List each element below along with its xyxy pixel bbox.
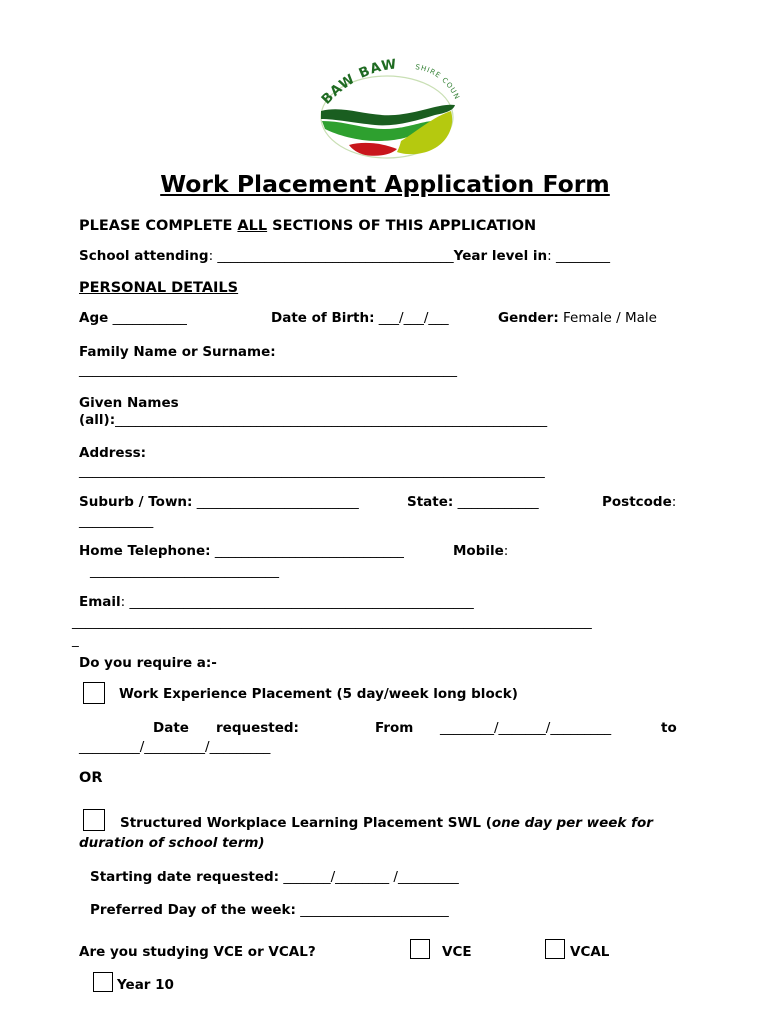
swl-emphasis-2: duration of school term) bbox=[79, 835, 265, 851]
instruction-post: SECTIONS OF THIS APPLICATION bbox=[267, 218, 537, 234]
school-field[interactable]: ___________________________________ bbox=[213, 248, 454, 264]
require-question: Do you require a:- bbox=[79, 655, 217, 671]
address-label: Address: bbox=[79, 445, 147, 461]
given-names-label: Given Names bbox=[79, 395, 179, 411]
instruction-emphasis: ALL bbox=[237, 218, 268, 234]
mobile-field[interactable]: ____________________________ bbox=[90, 563, 279, 579]
postcode-row bbox=[602, 494, 676, 510]
from-date-field[interactable]: ________/_______/_________ bbox=[440, 720, 612, 736]
age-label: Age bbox=[79, 310, 109, 326]
school-row bbox=[79, 248, 610, 264]
pref-day-row bbox=[90, 902, 449, 918]
mobile-row bbox=[453, 543, 508, 559]
year10-checkbox[interactable] bbox=[93, 972, 113, 992]
email-field-continued[interactable]: _____________________________________________________________________________ bbox=[72, 614, 592, 630]
to-label: to bbox=[661, 720, 677, 736]
suburb-row bbox=[79, 494, 359, 510]
swl-checkbox[interactable] bbox=[83, 809, 105, 831]
address-field[interactable]: _____________________________________________________________________ bbox=[79, 463, 545, 479]
work-experience-label: Work Experience Placement (5 day/week long block) bbox=[119, 686, 518, 702]
family-name-label: Family Name or Surname: bbox=[79, 344, 276, 360]
vce-checkbox[interactable] bbox=[410, 939, 430, 959]
logo-arc-sub: SHIRE COUN bbox=[414, 63, 462, 102]
gender-options[interactable]: Female / Male bbox=[558, 310, 657, 326]
email-colon: : bbox=[120, 594, 126, 610]
given-names-row bbox=[79, 412, 547, 428]
given-names-label-2: (all): bbox=[79, 412, 116, 428]
vcal-label: VCAL bbox=[570, 944, 610, 960]
from-label: From bbox=[375, 720, 414, 736]
email-field-tail: _ bbox=[72, 632, 79, 648]
logo-arc-main: BAW BAW bbox=[318, 56, 399, 108]
state-field[interactable]: ____________ bbox=[453, 494, 539, 510]
suburb-label: Suburb / Town: bbox=[79, 494, 193, 510]
pref-day-field[interactable]: ______________________ bbox=[295, 902, 449, 918]
school-label: School attending bbox=[79, 248, 209, 264]
age-field[interactable]: ___________ bbox=[108, 310, 187, 326]
swl-emphasis-1: one day per week for bbox=[491, 815, 653, 831]
council-logo bbox=[305, 55, 470, 165]
email-row bbox=[79, 594, 474, 610]
start-date-label: Starting date requested: bbox=[90, 869, 280, 885]
dob-label: Date of Birth: bbox=[271, 310, 375, 326]
family-name-field[interactable]: ________________________________________________________ bbox=[79, 362, 457, 378]
home-tel-label: Home Telephone: bbox=[79, 543, 211, 559]
start-date-field[interactable]: _______/________ /_________ bbox=[279, 869, 459, 885]
mobile-colon: : bbox=[503, 543, 509, 559]
date-word: Date bbox=[153, 720, 189, 736]
home-tel-row bbox=[79, 543, 404, 559]
given-names-field[interactable]: ________________________________________________________________ bbox=[115, 412, 548, 428]
to-date-field[interactable]: _________/_________/_________ bbox=[79, 739, 271, 755]
year10-label: Year 10 bbox=[117, 977, 174, 993]
svg-text:BAW BAW bbox=[318, 56, 398, 107]
year-level-field[interactable]: ________ bbox=[551, 248, 610, 264]
state-row bbox=[407, 494, 539, 510]
vcal-checkbox[interactable] bbox=[545, 939, 565, 959]
postcode-field[interactable]: ___________ bbox=[79, 513, 154, 529]
instruction-text bbox=[79, 218, 536, 234]
page-title: Work Placement Application Form bbox=[160, 170, 610, 198]
vce-question: Are you studying VCE or VCAL? bbox=[79, 944, 316, 960]
pref-day-label: Preferred Day of the week: bbox=[90, 902, 296, 918]
start-date-row bbox=[90, 869, 459, 885]
personal-details-heading: PERSONAL DETAILS bbox=[79, 280, 239, 296]
suburb-field[interactable]: ________________________ bbox=[192, 494, 359, 510]
state-label: State: bbox=[407, 494, 454, 510]
year-level-colon: : bbox=[547, 248, 552, 264]
email-label: Email bbox=[79, 594, 121, 610]
work-experience-checkbox[interactable] bbox=[83, 682, 105, 704]
swl-row bbox=[120, 815, 653, 831]
or-label: OR bbox=[79, 770, 103, 786]
home-tel-field[interactable]: ____________________________ bbox=[210, 543, 404, 559]
school-colon: : bbox=[208, 248, 214, 264]
dob-row bbox=[271, 310, 449, 326]
gender-row bbox=[498, 310, 657, 326]
postcode-colon: : bbox=[671, 494, 677, 510]
vce-label: VCE bbox=[442, 944, 472, 960]
mobile-label: Mobile bbox=[453, 543, 504, 559]
email-field[interactable]: ___________________________________________________ bbox=[125, 594, 474, 610]
postcode-label: Postcode bbox=[602, 494, 672, 510]
gender-label: Gender: bbox=[498, 310, 559, 326]
age-row bbox=[79, 310, 187, 326]
instruction-pre: PLEASE COMPLETE bbox=[79, 218, 238, 234]
dob-field[interactable]: ___/___/___ bbox=[374, 310, 449, 326]
requested-word: requested: bbox=[216, 720, 299, 736]
year-level-label: Year level in bbox=[453, 248, 548, 264]
swl-label: Structured Workplace Learning Placement SWL ( bbox=[120, 815, 492, 831]
